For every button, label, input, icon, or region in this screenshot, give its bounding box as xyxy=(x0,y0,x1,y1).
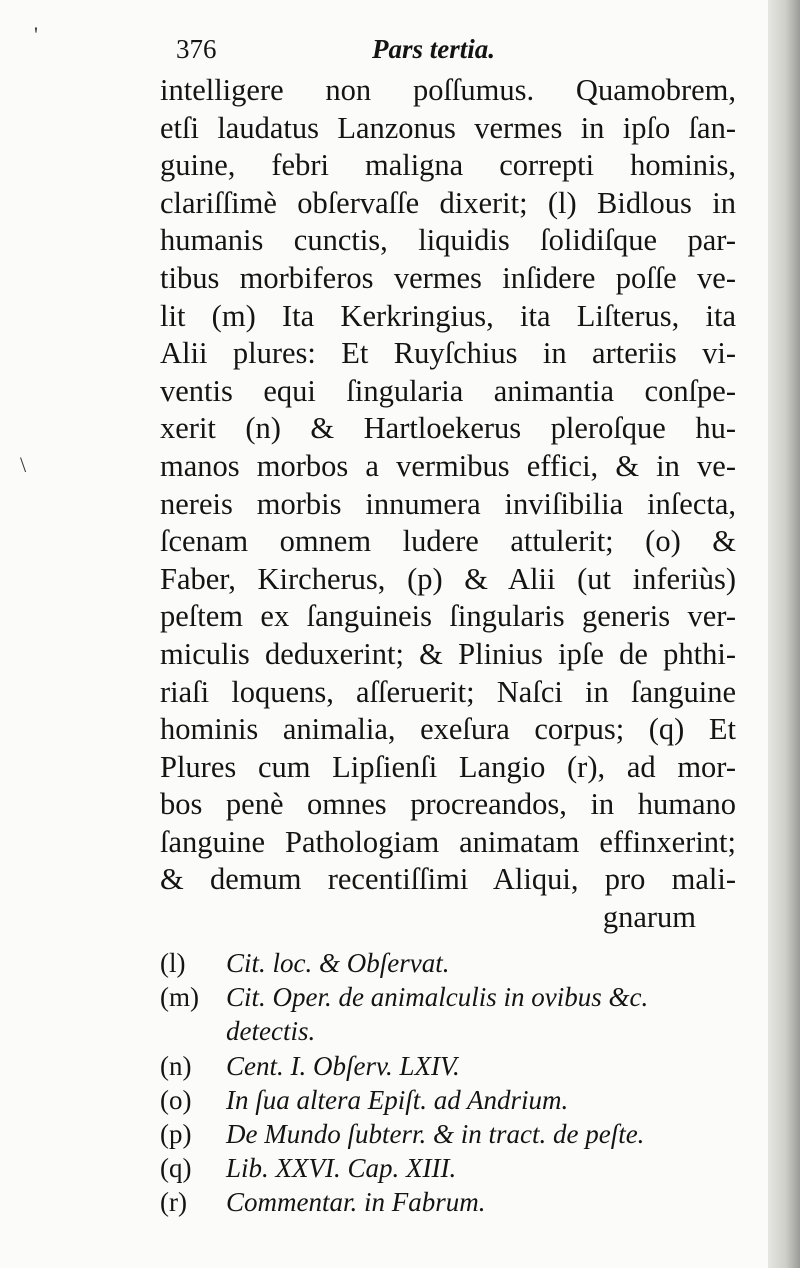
footnote-text: De Mundo ſubterr. & in tract. de peſte. xyxy=(226,1119,645,1150)
footnote xyxy=(160,1117,736,1151)
footnote-label: (l) xyxy=(160,948,186,978)
footnote xyxy=(160,980,736,1014)
text-line: clariſſimè obſervaſſe dixerit; (l) Bidlous in xyxy=(160,185,736,220)
page-spine-shadow xyxy=(768,0,800,1268)
text-line: bos penè omnes procreandos, in humano xyxy=(160,787,736,822)
footnote-label xyxy=(160,1014,226,1048)
text-line: hominis animalia, exeſura corpus; (q) Et xyxy=(160,712,736,747)
text-line: Faber, Kircherus, (p) & Alii (ut inferiùs) xyxy=(160,561,736,596)
footnote-label: (m) xyxy=(160,982,199,1013)
footnote-text: In ſua altera Epiſt. ad Andrium. xyxy=(226,1084,569,1115)
text-line: ventis equi ſingularia animantia conſpe- xyxy=(160,373,736,408)
footnote xyxy=(160,1014,736,1048)
footnote-label: (p) xyxy=(160,1119,192,1150)
footnote xyxy=(160,1185,736,1219)
footnote-text: Commentar. in Fabrum. xyxy=(226,1187,486,1218)
text-line: humanis cunctis, liquidis ſolidiſque par- xyxy=(160,223,736,258)
footnote xyxy=(160,1151,736,1185)
footnote xyxy=(160,946,736,980)
text-line: lit (m) Ita Kerkringius, ita Liſterus, ita xyxy=(160,298,736,333)
footnote-text: Cit. loc. & Obſervat. xyxy=(226,948,450,978)
text-line: ſanguine Pathologiam animatam effinxerint; xyxy=(160,824,736,859)
text-line: tibus morbiferos vermes inſidere poſſe ve- xyxy=(160,260,736,295)
text-line: Alii plures: Et Ruyſchius in arteriis vi- xyxy=(160,336,736,371)
page-number: 376 xyxy=(176,34,217,64)
footnote-label: (r) xyxy=(160,1187,187,1218)
main-text xyxy=(160,72,736,937)
text-line: Plures cum Lipſienſi Langio (r), ad mor- xyxy=(160,749,736,784)
text-line: & demum recentiſſimi Aliqui, pro mali- xyxy=(160,862,736,897)
footnote-text: Cit. Oper. de animalculis in ovibus &c. xyxy=(226,982,649,1013)
text-line: intelligere non poſſumus. Quamobrem, xyxy=(160,73,736,107)
text-line: nereis morbis innumera inviſibilia inſecta, xyxy=(160,486,736,521)
page-header xyxy=(176,30,696,70)
text-line: peſtem ex ſanguineis ſingularis generis ver- xyxy=(160,599,736,634)
text-line: manos morbos a vermibus effici, & in ve- xyxy=(160,448,736,483)
catchword: gnarum xyxy=(602,900,696,935)
footnote-text: Lib. XXVI. Cap. XIII. xyxy=(226,1153,457,1184)
text-line: ſcenam omnem ludere attulerit; (o) & xyxy=(160,524,736,559)
margin-mark: ' xyxy=(34,22,38,47)
text-line: riaſi loquens, aſſeruerit; Naſci in ſanguine xyxy=(160,674,736,709)
footnote-label: (n) xyxy=(160,1050,192,1081)
footnote xyxy=(160,1083,736,1117)
footnote-text: detectis. xyxy=(226,1016,316,1047)
text-line: xerit (n) & Hartloekerus pleroſque hu- xyxy=(160,411,736,446)
running-head: Pars tertia. xyxy=(372,34,496,64)
footnote-text: Cent. I. Obſerv. LXIV. xyxy=(226,1050,460,1081)
text-line: guine, febri maligna correpti hominis, xyxy=(160,148,736,183)
text-line: etſi laudatus Lanzonus vermes in ipſo ſan- xyxy=(160,110,736,145)
footnote-label: (o) xyxy=(160,1084,192,1115)
text-line: miculis deduxerint; & Plinius ipſe de phthi- xyxy=(160,636,736,671)
footnote-label: (q) xyxy=(160,1153,192,1184)
footnotes xyxy=(160,946,736,1220)
margin-mark: \ xyxy=(20,452,27,477)
footnote xyxy=(160,1049,736,1083)
